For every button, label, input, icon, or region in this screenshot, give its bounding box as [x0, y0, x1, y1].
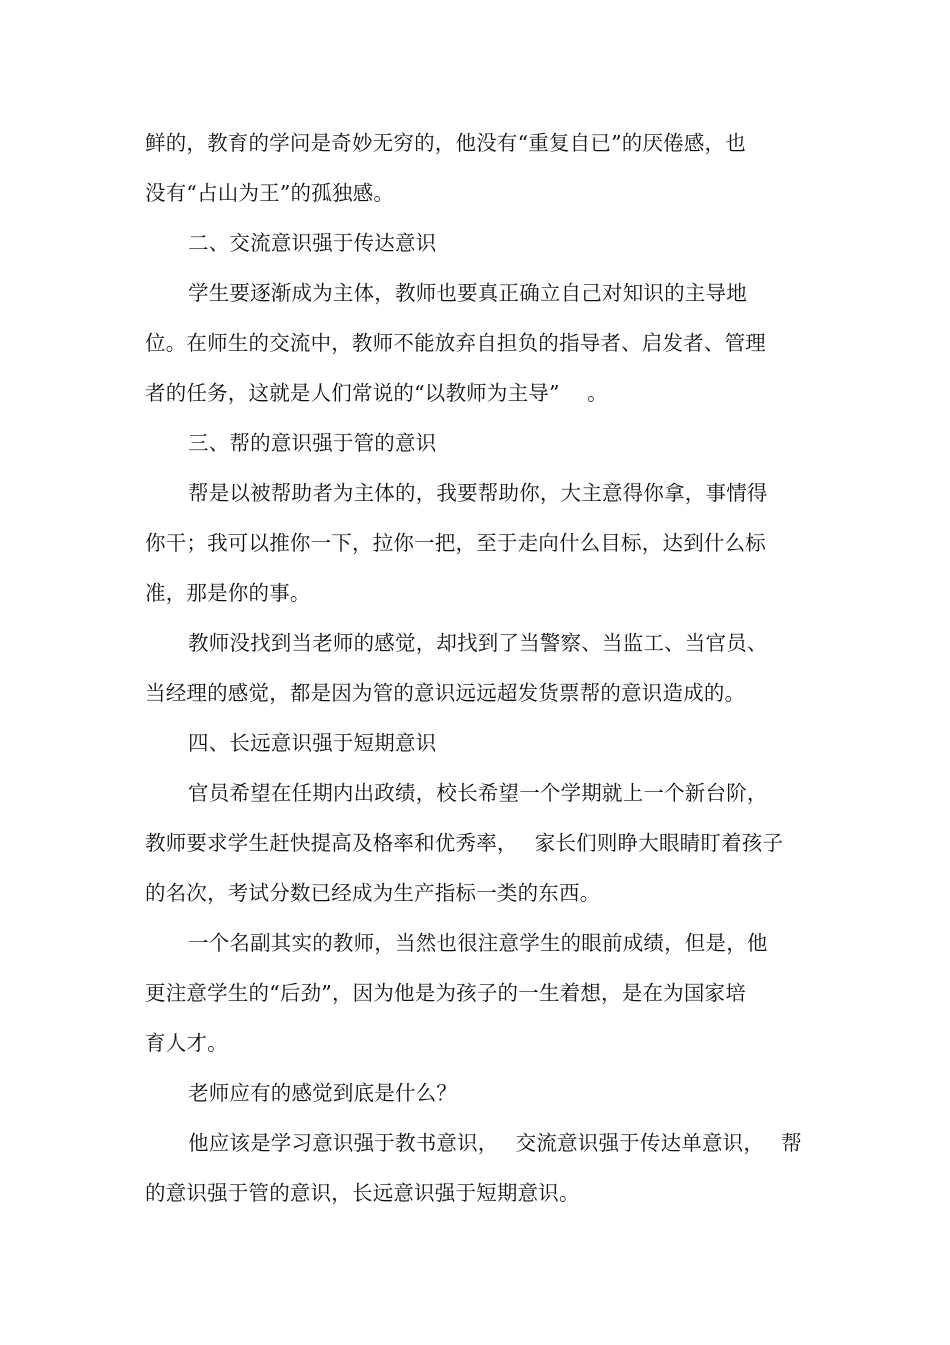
section-heading: 四、长远意识强于短期意识 [188, 731, 437, 755]
text-line: 更注意学生的“后劲”，因为他是为孩子的一生着想，是在为国家培 [145, 981, 746, 1005]
text-line: 教师没找到当老师的感觉，却找到了当警察、当监工、当官员、 [188, 631, 768, 655]
text-line: 者的任务，这就是人们常说的“以教师为主导” 。 [145, 381, 608, 405]
text-line: 帮是以被帮助者为主体的，我要帮助你，大主意得你拿，事情得 [188, 481, 768, 505]
text-line: 的意识强于管的意识，长远意识强于短期意识。 [145, 1181, 580, 1205]
text-line: 准，那是你的事。 [145, 581, 311, 605]
text-line: 的名次，考试分数已经成为生产指标一类的东西。 [145, 881, 601, 905]
text-line: 一个名副其实的教师，当然也很注意学生的眼前成绩，但是，他 [188, 931, 768, 955]
text-line: 育人才。 [145, 1031, 228, 1055]
text-line: 他应该是学习意识强于教书意识， 交流意识强于传达单意识， 帮 [188, 1131, 802, 1155]
text-line: 没有“占山为王”的孤独感。 [145, 181, 395, 205]
text-line: 教师要求学生赶快提高及格率和优秀率， 家长们则睁大眼睛盯着孩子 [145, 831, 784, 855]
section-heading: 二、交流意识强于传达意识 [188, 231, 437, 255]
text-line: 鲜的，教育的学问是奇妙无穷的，他没有“重复自已”的厌倦感，也 [145, 131, 746, 155]
question-line: 老师应有的感觉到底是什么？ [188, 1081, 458, 1105]
section-heading: 三、帮的意识强于管的意识 [188, 431, 437, 455]
text-line: 学生要逐渐成为主体，教师也要真正确立自己对知识的主导地 [188, 281, 747, 305]
text-line: 当经理的感觉，都是因为管的意识远远超发货票帮的意识造成的。 [145, 681, 746, 705]
text-line: 官员希望在任期内出政绩，校长希望一个学期就上一个新台阶， [188, 781, 768, 805]
text-line: 你干；我可以推你一下，拉你一把，至于走向什么目标，达到什么标 [145, 531, 766, 555]
text-line: 位。在师生的交流中，教师不能放弃自担负的指导者、启发者、管理 [145, 331, 766, 355]
